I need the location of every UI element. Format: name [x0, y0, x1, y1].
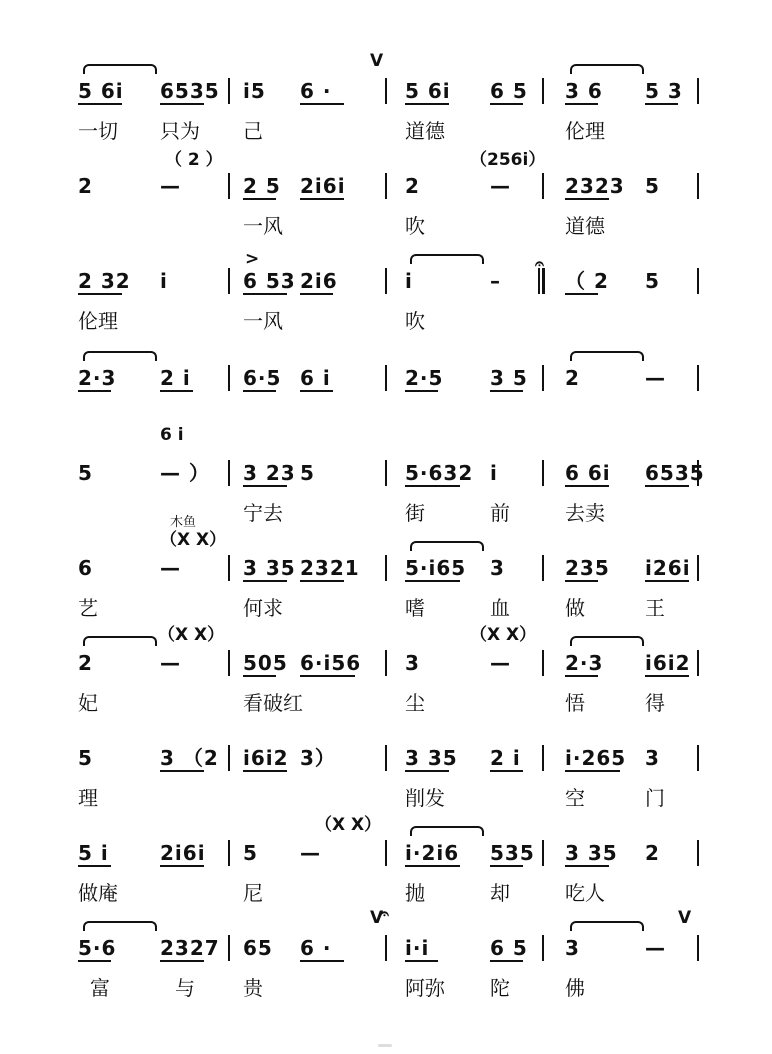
note-group: – — [490, 269, 501, 293]
note-group: 5 i — [78, 841, 109, 865]
note-underline — [300, 293, 333, 295]
lyric-text: 吹 — [405, 309, 425, 333]
page-marker — [378, 1044, 392, 1047]
score-annotation: （ 2 ） — [165, 150, 223, 170]
note-underline — [405, 675, 423, 677]
note-underline — [243, 390, 276, 392]
note-group: 6 5 — [490, 936, 528, 960]
note-underline — [243, 675, 276, 677]
note-group: 5·632 — [405, 461, 474, 485]
note-group: 3 35 — [243, 556, 296, 580]
note-underline — [243, 770, 287, 772]
note-group: （ 2 — [565, 269, 609, 293]
barline — [385, 460, 387, 486]
barline — [385, 840, 387, 866]
note-underline — [243, 198, 276, 200]
lyric-text: 贵 — [243, 976, 263, 1000]
note-underline — [160, 770, 204, 772]
note-underline — [78, 580, 96, 582]
barline — [228, 650, 230, 676]
lyric-text: 道德 — [405, 119, 445, 143]
note-group: 3 （2 — [160, 746, 219, 770]
note-group: 3 5 — [490, 366, 528, 390]
note-group: 5 6i — [78, 79, 124, 103]
note-group: 5 — [78, 461, 93, 485]
note-underline — [565, 865, 609, 867]
note-group: 5 — [645, 174, 660, 198]
barline — [228, 745, 230, 771]
lyric-text: 一切 — [78, 119, 118, 143]
lyric-text: 何求 — [243, 596, 283, 620]
lyric-text: 悟 — [565, 691, 585, 715]
lyric-text: 做 — [565, 596, 585, 620]
note-group: 6 6i — [565, 461, 611, 485]
note-underline — [243, 580, 287, 582]
note-group: i — [490, 461, 498, 485]
note-underline — [243, 960, 265, 962]
note-underline — [160, 293, 178, 295]
note-underline — [78, 103, 122, 105]
score-annotation: （256i） — [470, 150, 546, 170]
note-group: 2 i — [160, 366, 191, 390]
note-group: 2 32 — [78, 269, 131, 293]
note-group: i5 — [243, 79, 266, 103]
barline — [697, 365, 699, 391]
note-group: 5 — [300, 461, 315, 485]
barline — [697, 840, 699, 866]
note-group: 2 — [78, 651, 93, 675]
barline — [542, 173, 544, 199]
note-group: 3 35 — [405, 746, 458, 770]
slur-mark — [570, 351, 644, 361]
lyric-text: 街 — [405, 501, 425, 525]
lyric-text: 尘 — [405, 691, 425, 715]
barline — [542, 650, 544, 676]
slur-mark — [83, 636, 157, 646]
note-underline — [490, 580, 508, 582]
barline — [542, 840, 544, 866]
note-group: 65 — [243, 936, 273, 960]
barline — [542, 78, 544, 104]
lyric-text: 只为 — [160, 119, 200, 143]
slur-mark — [570, 921, 644, 931]
note-group: 2i6i — [160, 841, 206, 865]
barline — [385, 650, 387, 676]
lyric-text: 吃人 — [565, 881, 605, 905]
score-system — [0, 815, 772, 915]
note-group: 2 — [565, 366, 580, 390]
note-underline — [490, 293, 508, 295]
note-group: 6535 — [160, 79, 220, 103]
lyric-text: 陀 — [490, 976, 510, 1000]
slur-mark — [570, 64, 644, 74]
note-underline — [405, 770, 449, 772]
lyric-text: 富 — [90, 976, 110, 1000]
score-annotation: （X X） — [470, 625, 537, 645]
note-underline — [645, 960, 663, 962]
note-underline — [405, 293, 423, 295]
barline — [542, 555, 544, 581]
score-annotation: 6 i — [160, 425, 184, 445]
note-underline — [490, 960, 523, 962]
score-system — [0, 908, 772, 1010]
note-group: 2327 — [160, 936, 220, 960]
note-group: 3 — [565, 936, 580, 960]
slur-mark — [410, 254, 484, 264]
lyric-text: 却 — [490, 881, 510, 905]
note-underline — [565, 580, 598, 582]
lyric-text: 前 — [490, 501, 510, 525]
note-group: 5 3 — [645, 79, 683, 103]
score-annotation: V — [678, 908, 692, 928]
note-group: 5·6 — [78, 936, 117, 960]
barline — [697, 173, 699, 199]
note-underline — [160, 865, 204, 867]
note-underline — [565, 293, 598, 295]
note-underline — [645, 485, 689, 487]
note-underline — [78, 485, 96, 487]
lyric-text: 吹 — [405, 214, 425, 238]
note-group: — — [490, 174, 511, 198]
note-group: 505 — [243, 651, 288, 675]
barline — [697, 745, 699, 771]
note-underline — [78, 390, 111, 392]
barline — [385, 555, 387, 581]
note-underline — [565, 198, 609, 200]
barline — [385, 935, 387, 961]
note-underline — [243, 293, 287, 295]
note-underline — [490, 198, 508, 200]
note-underline — [78, 960, 111, 962]
score-system — [0, 150, 772, 248]
lyric-text: 血 — [490, 596, 510, 620]
note-group: i26i — [645, 556, 691, 580]
note-underline — [78, 865, 111, 867]
note-underline — [645, 103, 678, 105]
note-underline — [243, 865, 261, 867]
note-group: i·265 — [565, 746, 627, 770]
note-group: 5 6i — [405, 79, 451, 103]
note-group: 3 — [405, 651, 420, 675]
note-group: 3 — [645, 746, 660, 770]
barline — [542, 460, 544, 486]
note-underline — [78, 770, 96, 772]
note-group: — ） — [160, 461, 210, 485]
note-group: 5 — [645, 269, 660, 293]
note-group: 2 — [645, 841, 660, 865]
barline — [697, 78, 699, 104]
note-underline — [645, 198, 663, 200]
score-system — [0, 345, 772, 440]
note-underline — [490, 390, 523, 392]
barline — [697, 935, 699, 961]
lyric-text: 王 — [645, 596, 665, 620]
barline — [697, 555, 699, 581]
note-underline — [490, 485, 508, 487]
note-underline — [78, 293, 122, 295]
note-group: — — [160, 556, 181, 580]
note-group: 6 — [78, 556, 93, 580]
lyric-text: 抛 — [405, 881, 425, 905]
note-group: — — [645, 366, 666, 390]
note-underline — [300, 865, 318, 867]
note-underline — [300, 580, 344, 582]
note-group: 6 5 — [490, 79, 528, 103]
note-group: 2·3 — [78, 366, 117, 390]
note-underline — [490, 675, 508, 677]
note-group: 6535 — [645, 461, 705, 485]
slur-mark — [83, 921, 157, 931]
lyric-text: 尼 — [243, 881, 263, 905]
note-group: 2 5 — [243, 174, 281, 198]
note-group: — — [160, 174, 181, 198]
note-group: 3 — [490, 556, 505, 580]
score-system — [0, 425, 772, 535]
note-underline — [405, 580, 460, 582]
barline — [385, 268, 387, 294]
lyric-text: 与 — [175, 976, 195, 1000]
barline — [697, 268, 699, 294]
lyric-text: 伦理 — [565, 119, 605, 143]
barline — [697, 650, 699, 676]
note-group: — — [300, 841, 321, 865]
barline — [385, 745, 387, 771]
note-group: i — [160, 269, 168, 293]
note-group: 6·i56 — [300, 651, 362, 675]
note-underline — [160, 103, 204, 105]
barline — [542, 365, 544, 391]
lyric-text: 道德 — [565, 214, 605, 238]
barline — [228, 173, 230, 199]
note-group: 2 — [405, 174, 420, 198]
score-annotation: （X X） — [160, 530, 227, 550]
slur-mark — [83, 351, 157, 361]
lyric-text: 门 — [645, 786, 665, 810]
note-group: 2 i — [490, 746, 521, 770]
note-underline — [490, 103, 523, 105]
note-group: i — [405, 269, 413, 293]
note-group: 3） — [300, 746, 336, 770]
note-group: 2i6 — [300, 269, 338, 293]
note-underline — [565, 770, 620, 772]
note-underline — [405, 103, 449, 105]
note-underline — [645, 293, 663, 295]
note-group: 6·5 — [243, 366, 282, 390]
note-underline — [645, 390, 663, 392]
note-underline — [565, 103, 598, 105]
note-group: 6 53 — [243, 269, 296, 293]
note-underline — [565, 675, 598, 677]
score-annotation: （X X） — [315, 815, 382, 835]
note-underline — [405, 485, 460, 487]
note-underline — [160, 580, 178, 582]
lyric-text: 阿弥 — [405, 976, 445, 1000]
note-underline — [300, 675, 355, 677]
fermata-icon: 𝄐 — [535, 254, 544, 273]
lyric-text: 得 — [645, 691, 665, 715]
barline — [542, 745, 544, 771]
barline — [385, 78, 387, 104]
note-group: 2·3 — [565, 651, 604, 675]
lyric-text: 做庵 — [78, 881, 118, 905]
note-group: 5 — [78, 746, 93, 770]
lyric-text: 理 — [78, 786, 98, 810]
score-system — [0, 625, 772, 725]
score-system — [0, 248, 772, 343]
note-group: 2·5 — [405, 366, 444, 390]
note-group: 5 — [243, 841, 258, 865]
note-group: — — [160, 651, 181, 675]
note-underline — [300, 390, 333, 392]
note-group: 3 35 — [565, 841, 618, 865]
barline — [228, 555, 230, 581]
barline — [228, 365, 230, 391]
note-group: 3 6 — [565, 79, 603, 103]
note-group: 6 i — [300, 366, 331, 390]
slur-mark — [83, 64, 157, 74]
lyric-text: 看破红 — [243, 691, 303, 715]
lyric-text: 嗜 — [405, 596, 425, 620]
lyric-text: 去卖 — [565, 501, 605, 525]
note-group: i·i — [405, 936, 430, 960]
note-underline — [645, 865, 663, 867]
note-underline — [490, 865, 523, 867]
note-underline — [565, 960, 583, 962]
lyric-text: 妃 — [78, 691, 98, 715]
barline — [542, 935, 544, 961]
note-group: 2i6i — [300, 174, 346, 198]
note-group: i·2i6 — [405, 841, 460, 865]
note-underline — [78, 675, 96, 677]
note-underline — [160, 675, 178, 677]
note-underline — [565, 390, 583, 392]
lyric-text: 佛 — [565, 976, 585, 1000]
note-underline — [160, 960, 204, 962]
lyric-text: 空 — [565, 786, 585, 810]
barline — [228, 78, 230, 104]
note-underline — [300, 485, 318, 487]
note-underline — [78, 198, 96, 200]
note-underline — [405, 198, 423, 200]
note-group: 535 — [490, 841, 535, 865]
barline — [385, 173, 387, 199]
note-underline — [243, 103, 265, 105]
note-group: 6 · — [300, 936, 332, 960]
note-underline — [300, 770, 322, 772]
score-system — [0, 725, 772, 820]
note-underline — [645, 580, 689, 582]
note-underline — [405, 960, 438, 962]
note-group: i6i2 — [243, 746, 289, 770]
barline — [385, 365, 387, 391]
barline — [228, 935, 230, 961]
barline — [228, 268, 230, 294]
note-group: 2 — [78, 174, 93, 198]
note-group: 5·i65 — [405, 556, 467, 580]
note-underline — [160, 198, 178, 200]
note-group: — — [645, 936, 666, 960]
note-group: 6 · — [300, 79, 332, 103]
barline — [228, 840, 230, 866]
note-underline — [405, 390, 438, 392]
note-group: 235 — [565, 556, 610, 580]
note-underline — [645, 770, 663, 772]
slur-mark — [410, 541, 484, 551]
note-underline — [490, 770, 523, 772]
note-underline — [565, 485, 609, 487]
slur-mark — [410, 826, 484, 836]
score-system — [0, 51, 772, 153]
note-group: 3 23 — [243, 461, 296, 485]
score-annotation: > — [245, 249, 260, 269]
lyric-text: 艺 — [78, 596, 98, 620]
note-underline — [300, 198, 344, 200]
barline — [228, 460, 230, 486]
note-underline — [243, 485, 287, 487]
lyric-text: 一风 — [243, 214, 283, 238]
note-underline — [405, 865, 460, 867]
score-system — [0, 515, 772, 630]
lyric-text: 己 — [243, 119, 263, 143]
note-group: i6i2 — [645, 651, 691, 675]
note-underline — [160, 390, 193, 392]
note-group: 2323 — [565, 174, 625, 198]
lyric-text: 一风 — [243, 309, 283, 333]
score-annotation: 木鱼 — [170, 515, 197, 530]
note-underline — [160, 485, 193, 487]
slur-mark — [570, 636, 644, 646]
score-annotation: V — [370, 908, 384, 928]
note-underline — [645, 675, 689, 677]
lyric-text: 宁去 — [243, 501, 283, 525]
note-group: — — [490, 651, 511, 675]
lyric-text: 削发 — [405, 786, 445, 810]
lyric-text: 伦理 — [78, 309, 118, 333]
note-group: 2321 — [300, 556, 360, 580]
note-underline — [300, 960, 344, 962]
score-annotation: V — [370, 51, 384, 71]
score-annotation: （X X） — [158, 625, 225, 645]
fermata-icon: 𝄐 — [380, 904, 389, 923]
note-underline — [300, 103, 344, 105]
